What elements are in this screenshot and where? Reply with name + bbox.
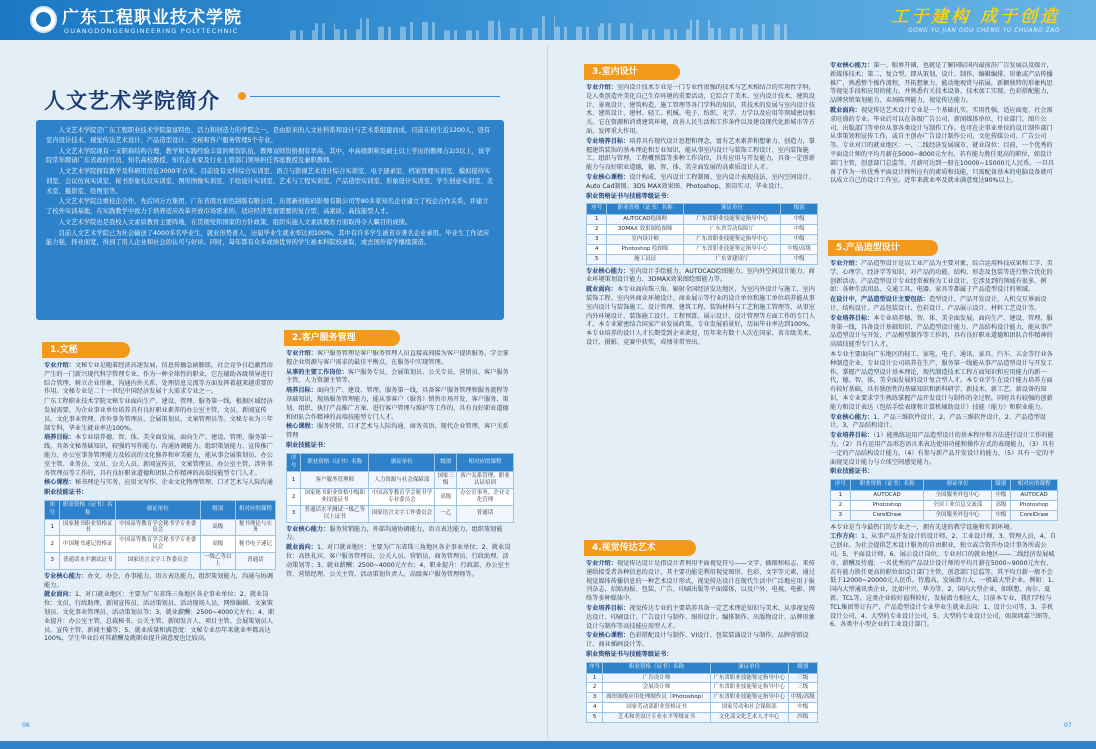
school-name-en: GUANGDONGENGINEERING POLYTECHNIC [64,27,239,35]
label: 专业培养目标： [830,314,874,322]
section-customer-service [286,350,514,736]
table-cell: 国家语言文字工作委员会 [115,553,200,570]
table-cell: 5 [587,254,607,264]
table-cell: 1 [831,490,851,500]
table-row [587,683,818,693]
table-cell: 广东省职业技能鉴定指导中心 [683,234,780,244]
table-row [831,510,1058,520]
table-row [831,500,1058,510]
table-cell: 中级 [781,234,818,244]
page-header [0,0,1096,40]
table-header: 序号 [45,500,60,519]
table-cell: 普通话 [457,505,514,522]
label: 就业面向： [286,544,317,552]
table-row [287,505,514,522]
visual-cert-table [586,662,818,723]
label: 专业核心能力： [830,413,874,421]
table-cell: 普通话 [235,553,275,570]
table-cell: 艺术和美设计专业水平等级证书 [603,713,710,723]
table-cell: Photoshop [850,500,924,510]
table-header: 级别 [200,500,235,519]
table-cell: 2 [45,536,60,553]
college-intro-box [36,120,504,320]
table-header: 序号 [587,204,607,215]
label: 专业培养目标： [586,137,630,145]
intro-paragraph: 人文艺术学院也是我校人文素质教育主要阵地，在贯彻党和国家的方针政策、组织实施人文素质教育方面取得令人瞩目的成绩。 [58,218,412,226]
section-visual-comm-continued [830,62,1058,212]
label: 专业核心能力： [830,62,874,69]
table-header: 级别 [788,662,817,673]
table-cell: 国家劳动和社会保障部 [710,703,788,713]
section-title-visual-comm: 4.视觉传达艺术 [584,540,696,556]
table-cell: 广东省职业技能鉴定指导中心 [710,683,788,693]
interior-core: 设计构成、室内设计工程制图、室内设计表现技法、室内空间设计、Auto Cad制图、3DS MAX效果图、Photoshop、顶岗实习、毕业设计。 [586,173,815,190]
table-row [587,215,818,225]
page-spine-divider [547,44,548,738]
table-cell: 高级 [200,536,235,553]
label: 就业面向： [44,591,75,599]
table-header: 职业资格（证书）名称 [60,500,116,519]
table-header: 颁证单位 [710,662,788,673]
label: 专业介绍： [286,350,317,357]
table-cell: 广东省劳动保障厅 [683,225,780,235]
table-cell: 3 [587,693,603,703]
table-cell: 中级 [781,254,818,264]
table-cell: 2 [831,500,851,510]
school-slogan: 工于建构 成于创造 [891,7,1060,27]
table-row [45,536,276,553]
label: 专业核心能力： [586,267,630,275]
interior-intro: 室内设计技术专业是一门专业性很强的技术与艺术相结合的实用性学科，是人类创造并美化自己生存环境的重要活动，它综合了美术、室内设计技术、建筑设计、景观设计、建筑构造、施工管理等各门学科的知识，其技术的发展与室内设计技术、建筑设计、建材、轻工、机械、电子、纺织、光学、力学以及应用等领域密切相关。它在资源和消费建筑环境，改善人民生活和工作条件以及建设现代化新城市等方面，发挥重大作用。 [586,84,815,135]
section-title-customer-service: 2.客户服务管理 [284,330,400,346]
table-header: 序号 [287,453,301,472]
page-number-right: 07 [1064,722,1072,729]
label: 专业核心能力： [286,525,330,533]
label: 在设计中，产品造型设计主要包括： [830,296,929,304]
table-row [287,472,514,489]
interior-cert-table [586,203,818,264]
table-cell: 高级 [991,500,1011,510]
table-cell: 中级/高级 [788,693,817,703]
table-cell: 广东省职业技能鉴定指导中心 [683,215,780,225]
table-cell: 国家语言文字工作委员会 [369,505,435,522]
label: 从事的主要工作岗位： [286,368,348,376]
table-row [45,553,276,570]
table-cell: 1 [587,215,607,225]
table-header: 级别 [781,204,818,215]
table-cell: 3 [831,510,851,520]
product-ability: （1）能熟练运用产品造型设计的基本程序和方法进行设计工作的能力，（2）具有运用产品形态语言来表达使用功能和操作方式的表现能力，（3）具有一定的产品结构设计能力，（4）有参与新产品开发设计的能力，（5）具有一定的平面视觉设计能力与立体空间感觉能力。 [830,432,1055,466]
table-cell: 室内设计师 [607,234,683,244]
school-slogan-en: GONG YU JIAN GOU CHENG YU CHUANG ZAO [908,28,1060,34]
table-header: 颁证单位 [924,480,991,491]
table-cell: 全国服务外包中心 [924,510,991,520]
table-cell: 中级 [781,225,818,235]
table-cell: 高级 [200,519,235,536]
table-cell: 客户关系管理、职业认证培训 [457,472,514,489]
label: 就业面向： [586,286,617,294]
table-row [587,693,818,703]
section-title-interior-design: 3.室内设计 [584,64,680,80]
cs-core: 服务营销、口才艺术与人际沟通、商务英语、现代企业管理、客户关系管理 [286,423,509,440]
section-title-product-design: 5.产品造型设计 [828,240,938,256]
table-row [587,673,818,683]
table-header: 相对应的课程 [1011,480,1058,491]
table-cell: 广告设计师 [603,673,710,683]
table-cell: 2 [587,225,607,235]
table-header: 职业资格（证书）名称 [301,453,369,472]
secretary-job: 1、对口就业地区：主要为广东省珠三角地区各企事业单位；2、就业岗位：文员、行政助理、新闻宣传员、活动策划员、活动现场人员、网络编辑、文案策划员、文化事业管理员、活动策划员等；3、就业薪酬：2500~4000元左右；4、职业提升：办公室主管、总裁秘书、公关主管、新闻发言人、项目主管、会展策划员人员、宣传主管、新闻主播等；5、就业质量和满意度：文秘专业历年来就业率都高达100%，学生毕业后对其薪酬及就职业提升满意度也比较高。 [44,591,275,643]
table-header: 相对应的课程 [235,500,275,519]
product-work: 1、从事产品开发设计的设计师，2、工业设计师，3、管理人员，4、自己创业。为社会提供艺术设计服务的自由职业，独立或合资开办设计事务所或公司。5、平面设计师，6、展示设计岗位，专业对口的就业地区——二线经济发展城市，薪酬及待遇：一名优秀的产品设计设计师的平均月薪在5000~9000元左右，若有能力胜任更高的职位如设计部门主管，创意部门总监等，其平均月薪一般不会低于12000~20000元人民币。待遇高，发展潜力大，一般最大型企业，例如：1、国内大型通讯类企业，比如中兴、华为等，2、国内大型企业，如联想、海尔、夏新、TCL等，这类企业较好福利较好，发展潜力相应大，目前本专业，我们学校与TCL集团签订有产、产品造型设计专业毕业生就业去向：1、设计公司等，3、手机设计公司，4、大型的专业设计公司，5、大型的专业设计公司，如深圳嘉兰图等，6、各类中小型企业的工业设计部门。 [830,533,1058,629]
table-header: 相对应的课程 [457,453,514,472]
intro-paragraph: 目前人文艺术学院已为社会输送了4000多名毕业生，就业形势喜人，历届毕业生就业率达到100%。其中有许多学生被省市著名企业录用。毕业生工作适应能力强，择业面宽，得到了用人企业和社会的认可与好评。同时，每年都有众多成绩优异的学生被本科院校录取，或去国外留学继续深造。 [46,229,490,247]
table-cell: 高级 [435,489,457,506]
table-cell: 三级 [788,673,817,683]
table-cell: 国家秘书职业资格证书 [60,519,116,536]
table-cell: CorelDraw [850,510,924,520]
table-cell: 中国秘书速记资格证 [60,536,116,553]
table-cell: 秘书理论与实务 [235,519,275,536]
table-cell: Photoshop 绘图师 [607,244,683,254]
table-cell: 3 [45,553,60,570]
secretary-goal: 本专业培养德、智、体、美全面发展，面向生产、建设、管理、服务第一线，具备文秘基础知识，较强的写作能力、沟通协调能力、组织策划能力、宣传推广能力、办公室事务管理能力及较高的文化修养和审美能力，能从事会展策划员、办公室主管、业务员、文员、公关人员、新闻宣传员、文案管理员、办公室主管、涉外事务管理员等工作的，具有良好职业道德和团队合作精神的高端技能型专门人才。 [44,434,273,477]
intro-paragraph: 人文艺术学院现有一支职称结构合理、教学和实践经验丰富的师资队伍，教师双师资格拥有率高，其中，中高级职称及硕士以上学历的教师占2/3以上，该学院常年聘请广东省政府官员、知名高校教授、知名企业家及行业主管部门领导担任客座教授及兼职教师。 [46,147,491,165]
visual-core: 色彩搭配设计与制作、VI设计、包装装潢设计与制作、品牌营销设计、商业插画设计等。 [586,632,809,649]
section-product-design [830,260,1058,736]
intro-paragraph: 人文艺术学院是广东工程职业技术学院最富特色、活力和创造力的学院之一，是由原来的人文社科系和设计与艺术系组建而成。目前在校生近1200人，设有室内设计技术、视觉传达艺术设计、产品造型设计、文秘和客户服务管理5个专业。 [46,127,491,144]
table-row [45,519,276,536]
label: 专业介绍： [830,260,861,267]
table-header: 颁证单位 [369,453,435,472]
product-scope: 造型设计，产品开发设计，人机交互界面设计、结构设计、产品包装设计、色彩设计、产品展示设计、材料工艺设计等。 [830,296,1047,312]
label: 专业培养目标： [830,432,874,440]
visual-goal: 视觉传达专业的主要培养具备一定艺术理论知识与美术、从事视觉传达设计、印刷设计、广告设计与制作、图形设计、编排制作、出版物设计、品牌形象设计与制作等高技能应用型人才。 [586,604,815,630]
table-cell: 中级/高级 [781,244,818,254]
table-cell: 普通话水平测试一级乙等以上证书 [301,505,369,522]
table-cell: 中级 [781,215,818,225]
table-cell: 广东省职业技能鉴定指导中心 [710,673,788,683]
table-cell: 广东省职业技能鉴定指导中心 [710,693,788,703]
table-cell: 2 [287,489,301,506]
label: 专业介绍： [586,84,617,91]
skyline-decoration [290,16,790,40]
interior-goal: 培养具有现代设计思想和理念，富有艺术素养和想象力、创造力，掌握建筑装饰的基本理论和专业知识，能从事室内设计与装饰工程设计、室内装饰施工、组织与管理，工程概预算等多种工作岗位，具有应用与开发能力，具备一定创新能力与良好职业道德，德、智、体、美全面发展的高素质设计人才。 [586,137,815,172]
section-interior-design [586,84,818,484]
table-cell: 1 [587,673,603,683]
table-cell: 人力资源与社会保障部 [369,472,435,489]
cert-title: 职业技能证书： [286,441,330,449]
table-cell: 3DMAX 效果图绘图师 [607,225,683,235]
cs-ability: 服务营销能力，外部沟通协调能力，语言表达能力，组织策划能力。 [286,525,503,542]
table-cell: 中级 [991,510,1011,520]
table-cell: 图形图像应用处理制作员（Photoshop） [603,693,710,703]
table-cell: 一级乙等以上 [200,553,235,570]
table-cell: 2 [587,683,603,693]
label: 培养目标： [44,434,75,442]
table-cell: 全国工业信息交流部 [924,500,991,510]
table-cell: AUTOCAD [1011,490,1058,500]
label: 工作方向： [830,533,861,541]
table-cell: 中国高等教育学会秘书学专业委员会 [115,519,200,536]
secretary-core: 秘书理论与实务、应用文写作、企业文化物理管理、口才艺术与人际沟通 [74,479,273,487]
table-header: 级别 [435,453,457,472]
table-row [587,234,818,244]
cert-title: 职业资格证书与技能等级证书： [586,192,673,200]
cs-jobs: 客户服务专员、会展策划员、公关专员、营销员、客户服务主管、人力资源主管等。 [286,368,509,385]
visual-intro: 视觉传达设计是指设计者利用平面视觉符号——文字、插图和标志，来传递给接受者各种信息的设计，其主要功能是利用视觉图形、色彩、文字等元素，通过视觉媒体传播信息的一种艺术设计形式，视觉传达设计在现代生活中广泛地应用于报刊杂志、招贴海报、包装、广告、印刷出版等平面媒体，以及户外、电视、电影、网络等多种媒体中。 [586,560,815,603]
title-dot-icon [238,92,246,100]
cs-job: 1、对口就业地区：主要为广东省珠三角地区各企事业单位；2、就业岗位：高铁礼宾、客户服务管理员、公关人员、营销员、商务管理员、行政助理、活动策划等；3、就业薪酬：2500~4000元左右；4、职业提升：行政部、办公室主管、营销经理、公关主管、活动策划负责人、高级客户服务管理师等。 [286,544,511,578]
table-cell: AUTOCAD绘图师 [607,215,683,225]
label: 专业介绍： [44,362,75,369]
cs-cert-table [286,453,514,523]
table-row [587,254,818,264]
table-row [287,489,514,506]
table-cell: 国家三级 [435,472,457,489]
cs-goal: 面向生产、建设、管理、服务第一线，具备客户服务管理和服务流程等基础知识，现场服务管理能力，能从事客户（服务）销售市场开发、客户服务、策划、组织、执行产品推广方案、进行客户管理与维护等工作的，具有良好职业道德和团队合作精神的高端技能型专门人才。 [286,387,509,421]
table-cell: 国家劳动部职业资格证书 [603,703,710,713]
section-title-secretary: 1.文秘 [42,342,130,358]
table-cell: 文化部文化艺术人才中心 [710,713,788,723]
cs-intro: 客户服务管理是客户服务管理人员直接或间接为客户提供服务，学会掌握企业资源与客户需求的最佳平衡点，在服务中实现管理。 [286,350,509,366]
page-number-left: 06 [22,722,30,729]
table-header: 颁证单位 [115,500,200,519]
label: 专业核心课程： [586,173,630,181]
cert-title: 职业技能证书： [830,468,874,476]
table-row [831,490,1058,500]
table-cell: 广东省职业技能鉴定指导中心 [683,244,780,254]
product-intro: 产品造型设计是以工业产品为主要对象，综合运用科技成果和工学、美学、心理学、经济学等知识，对产品的功能、结构、形态及包装等进行整合优化的创新活动。产品造型设计专业经常被称为工业设计，它涉及到的领域有很多，例如：各种生活用品、交通工具、电器、家具等都属于产品造型设计的领域。 [830,260,1053,294]
secretary-cert-table [44,500,276,570]
cert-title: 职业技能证书： [44,489,88,497]
table-row [587,244,818,254]
visual-job: 视觉传达艺术设计专业是一个基础扎实，实用性强，适应面宽、社会需求旺盛的专业。毕业后可以在各级广告公司、新闻媒体单位、行业部门、图片公司、出版部门等单位从事各类设计与制作工作。也可在企事业单位的设计制作部门从事策划和宣传工作，或自主创办广告设计制作公司、文化传媒公司、广告公司等。专业对口的就业地区：一、二线经济发展城市，就业岗位：目前，一个优秀的平面设计师的平均月薪在5000~8000元左右，若有能力胜任更高的职位，如设计部门主管，创意部门总监等，月薪可达到一般在10000~15000元人民币。一旦具备了作为一位优秀平面设计师所应有的素质和技能，只需配备基本的电脑设备就可以成立自己的设计工作室。近年来就业率及就业满意度达90%以上。 [830,106,1054,185]
table-cell: 施工员证 [607,254,683,264]
product-goal: 本专业培养德、智、体、美全面发展，面向生产、建设、管理、服务第一线，具备设计基础知识、产品造型设计能力、产品结构设计能力，能从事产品造型设计与开发、产品模型制作等工作的，具有良好职业道德和团队合作精神的高端技能型专门人才。 [830,314,1053,349]
intro-paragraph: 人文艺术学院拥有教学及科研用房近3000平方米，目前设有文科综合实训室、语言与影视艺术设计综合实训室、电子速录室、档案管理实训室、模拟接待实训室、会议仿真实训室、秘书形象礼仪实训室、图形图像实训室、手绘设计实训室、艺术与工程实训室、产品造型实训室、形象设计实训室、学生创意实训室、美术室、摄影室、绘图室等。 [46,168,494,195]
table-cell: 中国高等教育学会秘书学专业委员会 [369,489,435,506]
table-cell: 三级 [788,683,817,693]
table-header: 颁证单位 [683,204,780,215]
footer-bar [0,741,1096,749]
table-header: 职业资格（证书）名称 [850,480,924,491]
table-row [587,703,818,713]
label: 核心课程： [286,423,317,431]
secretary-ability: 办文、办会、办事能力，语言表达能力，组织策划能力，沟通与协调能力。 [44,572,273,589]
school-name: 广东工程职业技术学院 [62,8,242,28]
table-cell: 办公室事务、企业文化管理 [457,489,514,506]
product-job: 本专业是当今最热门的专业之一，拥有先进的教学设施和实训环境。 [830,523,1016,531]
table-row [587,225,818,235]
label: 核心课程： [44,479,75,487]
label: 专业介绍： [586,560,617,567]
table-cell: 秘书电子速记 [235,536,275,553]
product-cert-table [830,479,1058,520]
interior-job: 本专业面向珠三角、辐射全国经济发达地区，为室内外设计与施工、室内装饰工程、室内外商业环境设计、商业展示等行业的设计单位和施工单位培养能从事室内设计与装饰施工、设计管理、建筑工程、装饰材料与工艺和施工管理等，从事室内外环境设计、装饰施工设计、工程预算、展示设计、设计管理等方面工作的专门人才。本专业紧密结合国家产业发展政策，专业发展前景好，历届毕业率达到100%。本专业培养的设计人才长期受到企业欢迎，历年来有数十人次在国家、省市级美术、设计、摄影、竞赛中获奖，成绩非常突出。 [586,286,815,346]
table-cell: 国家秘书职业资格中级职业技能证书 [301,489,369,506]
table-cell: AUTOCAD [850,490,924,500]
table-cell: 中级 [991,490,1011,500]
table-header: 序号 [831,480,851,491]
table-cell: 1 [287,472,301,489]
table-header: 职业资格（证书）名称 [603,662,710,673]
table-cell: 3 [287,505,301,522]
table-cell: 1 [45,519,60,536]
product-core: 1、产品三维软件设计，2、产品三维软件设计，2、产品造型设计，3、产品结构设计。 [830,413,1046,430]
label: 就业面向： [830,106,861,114]
table-cell: 客户服务管理师 [301,472,369,489]
table-cell: 中国高等教育学会秘书学专业委员会 [115,536,200,553]
product-extra: 本专业主要面向广东地区的轻工、家电、电子、通讯、家具、汽车、五金等行业各种制造企业、专业设计公司培养在生产、服务第一线能从事产品造型设计与开发工作，掌握产品造型设计基本理论，现代制造技术工程方面知识和应用能力的新一代，德、智、体、美全面发展的设计复合型人才。本专业学生在设计能力培养方面有较好基础，具有独创性的基础知识和新科研学、新技术、新工艺、新设备的知识，本专业要求学生熟练掌握产品开发设计与制作的全过程，同时具有较强的创新能力和设计表达（包括手绘表现和计算机辅助设计）技能（能力）和职业能力。 [830,350,1053,411]
section-secretary [44,362,276,736]
table-cell: 全国服务外包中心 [924,490,991,500]
label: 专业核心能力： [44,572,88,580]
table-cell: Photoshop [1011,500,1058,510]
table-cell: 5 [587,713,603,723]
page-title: 人文艺术学院简介 [44,88,220,113]
school-logo-icon [30,6,57,33]
table-cell: 3 [587,234,607,244]
table-cell: 四级 [788,713,817,723]
cert-title: 职业资格证书与技能等级证书： [586,650,673,658]
table-cell: 广东省建设厅 [683,254,780,264]
table-cell: 4 [587,703,603,713]
table-cell: 会展设计师 [603,683,710,693]
intro-paragraph: 人文艺术学院注重校企合作，先后同万方集团、广东省南方彩色制版有限公司、东莞新创锐码影像有限公司等80多家知名企业建立了校企合作关系，并建立了校外实训基地，在实践教学中致力于培养适应改革开放市场需求的、适应经济发展需要的复合型、高素质、高技能型人才。 [46,198,489,215]
table-row [587,713,818,723]
visual-ability: 第一、眼界开阔，也就是了解国际国内最前沿广告发展以及媒介，新媒体技术；第二，复合型，即从策划、设计、制作、编辑编排、形象或产品传播推广，熟悉整个操作流程，开拓想象力，能动地观赏与拓展，新颖独特的形象构思等视觉手段和应用的能力，并熟悉有关技术设备、技术加工实现。色彩搭配能力，品牌营销策划能力、卖场陈列能力，视觉传达能力。 [830,62,1053,105]
table-cell: 4 [587,244,607,254]
secretary-intro-2: 广东工程职业技术学院文秘专业面向生产、建设、管理、服务第一线，根据区域经济发展需要，为企业事业单位培养具有良好职业素养的办公室主管、文员、新闻宣传员、文化事业管理、涉外事务管理员、会展策划员、文案管理员等。文秘专业为三年制专科，毕业生就业率达100%。 [44,398,273,432]
table-header: 级别 [991,480,1011,491]
table-header: 序号 [587,662,603,673]
table-header: 职业资格（证书）名称 [607,204,683,215]
title-underline [250,96,500,97]
section-visual-comm [586,560,818,736]
secretary-intro: 文秘专业是随着经济高速发展，信息传播急剧膨胀，社会竞争日趋激烈而产生的一门新兴现代科学管理专业。作为一种全球性的职业，它在辅助各级领导进行综合管理、树立企业形象、沟通内外关系、处理信息交流等方面发挥着越来越重要的作用。文秘专业是二十一世纪中国经济发展十大需求专业之一。 [44,362,273,396]
table-cell: 一乙 [435,505,457,522]
table-cell: 普通话水平测试证书 [60,553,116,570]
label: 专业核心课程： [586,632,630,640]
label: 专业培养目标： [586,604,630,612]
interior-ability: 室内设计手绘能力、AUTOCAD绘图能力、室内外空间设计能力、商业环境策划设计能力、3DMAX效果图绘图能力等。 [586,267,815,284]
label: 培养目标： [286,387,317,395]
table-cell: CorelDraw [1011,510,1058,520]
table-cell: 中级 [788,703,817,713]
